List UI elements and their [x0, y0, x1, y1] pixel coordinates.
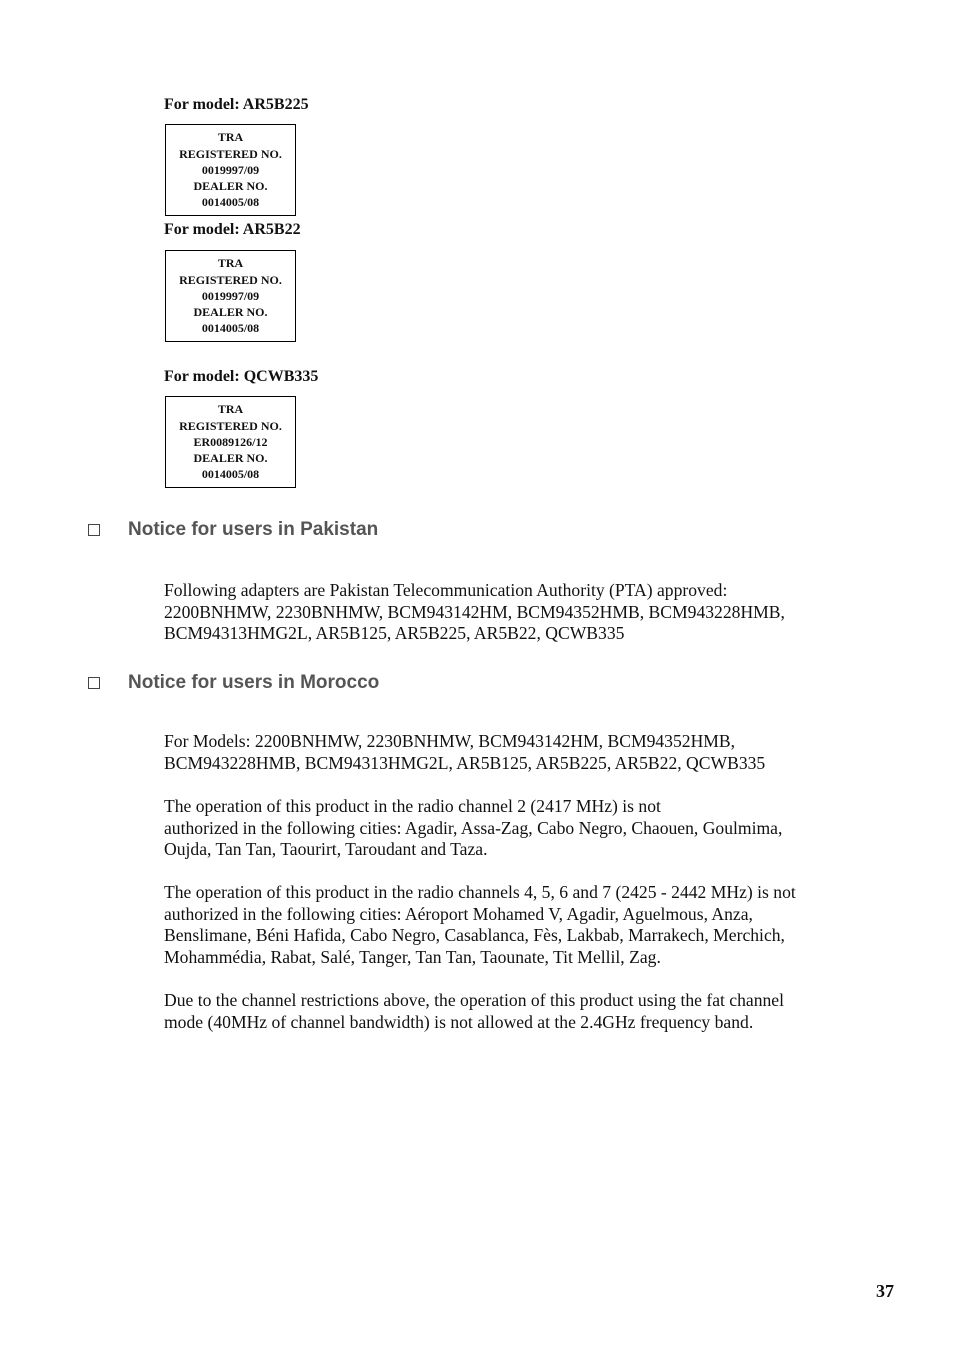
tra-line: 0014005/08: [201, 195, 260, 210]
model-label-ar5b22: For model: AR5B22: [164, 221, 301, 238]
tra-registration-box-ar5b22: [165, 250, 296, 342]
paragraph-line: mode (40MHz of channel bandwidth) is not allowed at the 2.4GHz frequency band.: [164, 1011, 754, 1032]
page-number: 37: [876, 1281, 894, 1301]
tra-line: TRA: [217, 402, 244, 417]
tra-line: TRA: [217, 130, 244, 145]
paragraph-line: Mohammédia, Rabat, Salé, Tanger, Tan Tan, Taounate, Tit Mellil, Zag.: [164, 946, 661, 967]
section-heading-text: Notice for users in Morocco: [128, 672, 380, 693]
paragraph-line: For Models: 2200BNHMW, 2230BNHMW, BCM943142HM, BCM94352HMB,: [164, 731, 736, 751]
square-bullet-icon: [88, 524, 100, 536]
morocco-channels4-7-paragraph: [164, 882, 796, 968]
morocco-channel2-paragraph: [164, 796, 782, 861]
paragraph-line: authorized in the following cities: Agadir, Assa-Zag, Cabo Negro, Chaouen, Goulmima,: [164, 817, 783, 838]
tra-line: ER0089126/12: [193, 434, 268, 449]
model-label-ar5b225: For model: AR5B225: [164, 96, 309, 113]
morocco-models-paragraph: [164, 731, 765, 774]
tra-registration-box-qcwb335: [165, 396, 296, 488]
tra-line: TRA: [217, 256, 244, 271]
square-bullet-icon: [88, 677, 100, 689]
tra-line: REGISTERED NO.: [179, 146, 282, 161]
tra-registration-box-ar5b225: [165, 124, 296, 216]
paragraph-line: Due to the channel restrictions above, the operation of this product using the fat channel: [164, 990, 784, 1010]
paragraph-line: BCM943228HMB, BCM94313HMG2L, AR5B125, AR5B225, AR5B22, QCWB335: [164, 752, 766, 773]
section-heading-morocco: [88, 671, 379, 695]
tra-line: DEALER NO.: [193, 305, 268, 320]
paragraph-line: Benslimane, Béni Hafida, Cabo Negro, Casablanca, Fès, Lakbab, Marrakech, Merchich,: [164, 925, 785, 946]
paragraph-line: BCM94313HMG2L, AR5B125, AR5B225, AR5B22, QCWB335: [164, 623, 625, 644]
paragraph-line: authorized in the following cities: Aéroport Mohamed V, Agadir, Aguelmous, Anza,: [164, 903, 753, 924]
tra-line: 0014005/08: [201, 467, 260, 482]
tra-line: REGISTERED NO.: [179, 272, 282, 287]
tra-line: REGISTERED NO.: [179, 418, 282, 433]
tra-line: DEALER NO.: [193, 179, 268, 194]
paragraph-line: Following adapters are Pakistan Telecommunication Authority (PTA) approved:: [164, 580, 728, 600]
paragraph-line: 2200BNHMW, 2230BNHMW, BCM943142HM, BCM94352HMB, BCM943228HMB,: [164, 601, 785, 622]
tra-line: DEALER NO.: [193, 451, 268, 466]
paragraph-line: The operation of this product in the radio channels 4, 5, 6 and 7 (2425 - 2442 MHz) is not: [164, 882, 796, 902]
tra-line: 0019997/09: [201, 162, 260, 177]
pakistan-paragraph: [164, 580, 785, 645]
tra-line: 0019997/09: [201, 288, 260, 303]
paragraph-line: The operation of this product in the radio channel 2 (2417 MHz) is not: [164, 796, 661, 816]
section-heading-text: Notice for users in Pakistan: [128, 519, 379, 540]
tra-line: 0014005/08: [201, 321, 260, 336]
section-heading-pakistan: [88, 518, 378, 542]
model-label-qcwb335: For model: QCWB335: [164, 368, 319, 385]
paragraph-line: Oujda, Tan Tan, Taourirt, Taroudant and Taza.: [164, 839, 488, 860]
morocco-fat-channel-paragraph: [164, 990, 784, 1033]
